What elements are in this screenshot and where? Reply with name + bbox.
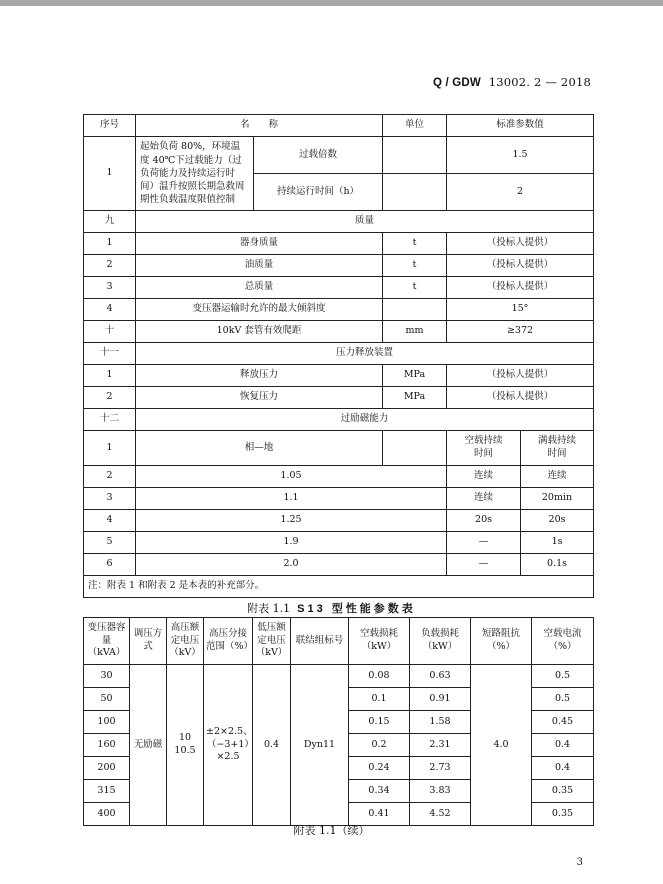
impedance-cell: 4.0 (471, 665, 532, 826)
header-vector-group: 联结组标号 (291, 618, 349, 665)
no-load-duration-header: 空载持续时间 (447, 431, 521, 466)
no-load-current-cell: 0.4 (532, 757, 594, 780)
no-load-duration: 连续 (447, 466, 521, 488)
no-load-current-cell: 0.35 (532, 803, 594, 826)
table-caption (0, 600, 663, 616)
top-rule (0, 0, 663, 6)
load-loss-cell: 1.58 (410, 711, 471, 734)
row-name: 10kV 套管有效爬距 (136, 321, 383, 343)
header-lv-voltage: 低压额定电压（kV） (253, 618, 291, 665)
section-title: 质量 (136, 211, 594, 233)
header-name: 名 称 (136, 115, 383, 137)
row-name: 2.0 (136, 554, 447, 576)
header-capacity: 变压器容量（kVA） (84, 618, 130, 665)
capacity-cell: 100 (84, 711, 130, 734)
table-row (84, 277, 594, 299)
table-row (84, 510, 594, 532)
standard-code (433, 75, 591, 89)
capacity-cell: 160 (84, 734, 130, 757)
row-description: 起始负荷 80%，环境温度 40℃下过载能力（过负荷能力及持续运行时间）温升按照长期急救周期性负载温度限值控制 (136, 137, 254, 211)
performance-table (83, 617, 594, 826)
capacity-cell: 400 (84, 803, 130, 826)
row-unit: t (383, 255, 447, 277)
table-row (84, 488, 594, 510)
load-loss-cell: 2.73 (410, 757, 471, 780)
row-no: 2 (84, 466, 136, 488)
load-loss-cell: 0.63 (410, 665, 471, 688)
no-load-current-cell: 0.5 (532, 688, 594, 711)
regulation-cell: 无励磁 (130, 665, 167, 826)
row-no: 1 (84, 233, 136, 255)
parameter-table (83, 114, 594, 598)
table-row (84, 299, 594, 321)
no-load-loss-cell: 0.41 (349, 803, 410, 826)
capacity-cell: 30 (84, 665, 130, 688)
no-load-current-cell: 0.35 (532, 780, 594, 803)
row-unit: mm (383, 321, 447, 343)
section-no: 十一 (84, 343, 136, 365)
row-value: （投标人提供） (447, 277, 594, 299)
table-header-row (84, 618, 594, 665)
load-loss-cell: 2.31 (410, 734, 471, 757)
no-load-loss-cell: 0.24 (349, 757, 410, 780)
tap-range-cell: ±2×2.5、（−3+1）×2.5 (204, 665, 253, 826)
capacity-cell: 315 (84, 780, 130, 803)
table-row (84, 387, 594, 409)
no-load-duration: — (447, 532, 521, 554)
row-unit (383, 137, 447, 174)
row-name: 油质量 (136, 255, 383, 277)
row-no: 3 (84, 488, 136, 510)
table-row (84, 665, 594, 688)
row-no: 4 (84, 510, 136, 532)
row-no: 2 (84, 387, 136, 409)
row-no: 1 (84, 365, 136, 387)
row-no: 5 (84, 532, 136, 554)
table-header-row (84, 115, 594, 137)
standard-code-prefix: Q / GDW (432, 77, 481, 89)
no-load-duration: — (447, 554, 521, 576)
no-load-current-cell: 0.5 (532, 665, 594, 688)
row-unit: t (383, 277, 447, 299)
row-unit (383, 174, 447, 211)
header-load-loss: 负载损耗（kW） (410, 618, 471, 665)
load-loss-cell: 0.91 (410, 688, 471, 711)
full-load-duration: 20min (521, 488, 594, 510)
header-regulation: 调压方式 (130, 618, 167, 665)
row-value: （投标人提供） (447, 365, 594, 387)
row-value: ≥372 (447, 321, 594, 343)
continued-caption: 附表 1.1（续） (293, 824, 370, 837)
no-load-loss-cell: 0.08 (349, 665, 410, 688)
row-no: 6 (84, 554, 136, 576)
row-name: 1.05 (136, 466, 447, 488)
no-load-loss-cell: 0.2 (349, 734, 410, 757)
caption-title: S13 型性能参数表 (297, 603, 416, 615)
row-no: 3 (84, 277, 136, 299)
full-load-duration-header: 满载持续时间 (521, 431, 594, 466)
row-unit (383, 431, 447, 466)
table-row (84, 321, 594, 343)
header-no: 序号 (84, 115, 136, 137)
header-value: 标准参数值 (447, 115, 594, 137)
section-title: 压力释放装置 (136, 343, 594, 365)
row-unit: MPa (383, 387, 447, 409)
section-no: 十二 (84, 409, 136, 431)
full-load-duration: 0.1s (521, 554, 594, 576)
row-name: 器身质量 (136, 233, 383, 255)
standard-code-number: 13002. 2 — 2018 (488, 75, 591, 89)
row-value: （投标人提供） (447, 387, 594, 409)
no-load-loss-cell: 0.1 (349, 688, 410, 711)
full-load-duration: 1s (521, 532, 594, 554)
full-load-duration: 连续 (521, 466, 594, 488)
section-row (84, 211, 594, 233)
row-name: 恢复压力 (136, 387, 383, 409)
table-row (84, 137, 594, 174)
row-name: 1.25 (136, 510, 447, 532)
vector-group-cell: Dyn11 (291, 665, 349, 826)
no-load-duration: 20s (447, 510, 521, 532)
table-row (84, 431, 594, 466)
table-note: 注：附表 1 和附表 2 是本表的补充部分。 (84, 576, 594, 598)
caption-prefix: 附表 1.1 (247, 602, 291, 615)
row-no: 4 (84, 299, 136, 321)
row-unit: t (383, 233, 447, 255)
table-row (84, 365, 594, 387)
row-name: 变压器运输时允许的最大倾斜度 (136, 299, 383, 321)
row-name: 1.1 (136, 488, 447, 510)
load-loss-cell: 3.83 (410, 780, 471, 803)
row-name: 总质量 (136, 277, 383, 299)
table-row (84, 554, 594, 576)
header-no-load-loss: 空载损耗（kW） (349, 618, 410, 665)
load-loss-cell: 4.52 (410, 803, 471, 826)
row-value: （投标人提供） (447, 255, 594, 277)
full-load-duration: 20s (521, 510, 594, 532)
row-name: 相—地 (136, 431, 383, 466)
section-row (84, 343, 594, 365)
table-row (84, 532, 594, 554)
no-load-duration: 连续 (447, 488, 521, 510)
table-row (84, 255, 594, 277)
page-number: 3 (576, 857, 583, 868)
header-tap-range: 高压分接范围（%） (204, 618, 253, 665)
row-unit: MPa (383, 365, 447, 387)
no-load-loss-cell: 0.15 (349, 711, 410, 734)
header-impedance: 短路阻抗（%） (471, 618, 532, 665)
section-no: 九 (84, 211, 136, 233)
row-name: 过载倍数 (254, 137, 383, 174)
row-no: 1 (84, 431, 136, 466)
row-name: 释放压力 (136, 365, 383, 387)
lv-voltage-cell: 0.4 (253, 665, 291, 826)
row-no: 十 (84, 321, 136, 343)
row-name: 持续运行时间（h） (254, 174, 383, 211)
row-unit (383, 299, 447, 321)
capacity-cell: 200 (84, 757, 130, 780)
section-row (84, 409, 594, 431)
no-load-current-cell: 0.45 (532, 711, 594, 734)
hv-voltage-cell: 10 10.5 (167, 665, 204, 826)
no-load-loss-cell: 0.34 (349, 780, 410, 803)
row-no: 2 (84, 255, 136, 277)
no-load-current-cell: 0.4 (532, 734, 594, 757)
table-row (84, 466, 594, 488)
capacity-cell: 50 (84, 688, 130, 711)
row-name: 1.9 (136, 532, 447, 554)
section-title: 过励磁能力 (136, 409, 594, 431)
row-value: 1.5 (447, 137, 594, 174)
header-no-load-current: 空载电流（%） (532, 618, 594, 665)
row-value: 15° (447, 299, 594, 321)
row-value: 2 (447, 174, 594, 211)
header-hv-voltage: 高压额定电压（kV） (167, 618, 204, 665)
row-no: 1 (84, 137, 136, 211)
table-row (84, 233, 594, 255)
header-unit: 单位 (383, 115, 447, 137)
row-value: （投标人提供） (447, 233, 594, 255)
note-row (84, 576, 594, 598)
